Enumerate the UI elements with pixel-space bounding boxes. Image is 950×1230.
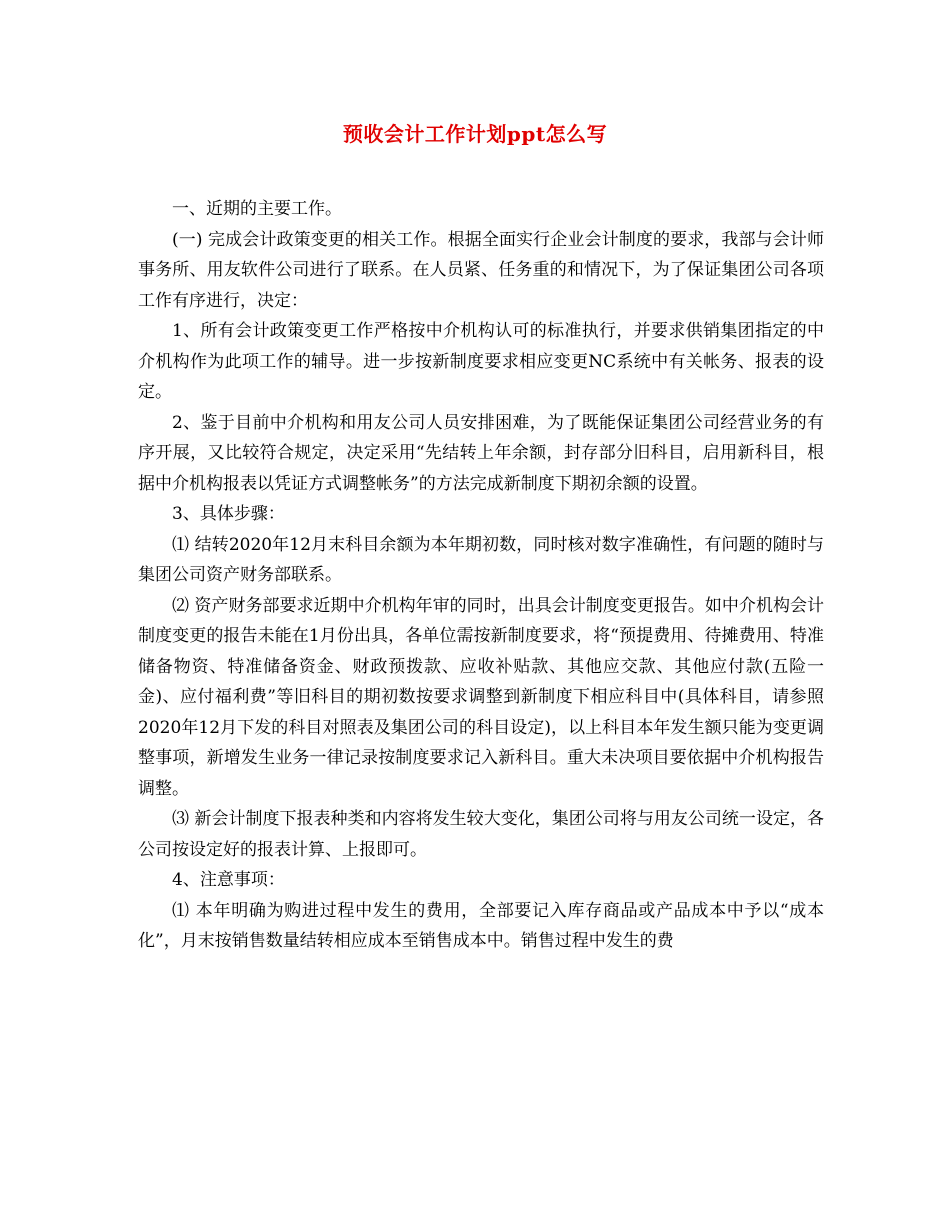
paragraph-policy-change: (一) 完成会计政策变更的相关工作。根据全面实行企业会计制度的要求，我部与会计师事务所、用友软件公司进行了联系。在人员紧、任务重的和情况下，为了保证集团公司各项工作有序进行，决定： bbox=[138, 229, 824, 311]
paragraph-item-3-heading: 3、具体步骤： bbox=[172, 504, 285, 524]
paragraph-step-2: ⑵ 资产财务部要求近期中介机构年审的同时，出具会计制度变更报告。如中介机构会计制度变更的报告未能在1月份出具，各单位需按新制度要求，将“预提费用、待摊费用、特准储备物资、特准储备资金、财政预拨款、应收补贴款、其他应交款、其他应付款(五险一金)、应付福利费”等旧科目的期初数按要求调整到新制度下相应科目中(具体科目，请参照2020年12月下发的科目对照表及集团公司的科目设定)，以上科目本年发生额只能为变更调整事项，新增发生业务一律记录按制度要求记入新科目。重大未决项目要依据中介机构报告调整。 bbox=[138, 595, 824, 799]
paragraph-item-4-heading: 4、注意事项： bbox=[172, 870, 285, 890]
paragraph-item-2: 2、鉴于目前中介机构和用友公司人员安排困难，为了既能保证集团公司经营业务的有序开展，又比较符合规定，决定采用“先结转上年余额，封存部分旧科目，启用新科目，根据中介机构报表以凭证方式调整帐务”的方法完成新制度下期初余额的设置。 bbox=[138, 412, 824, 494]
document-body bbox=[138, 194, 824, 957]
document-title: 预收会计工作计划ppt怎么写 bbox=[342, 122, 608, 146]
paragraph-step-1: ⑴ 结转2020年12月末科目余额为本年期初数，同时核对数字准确性，有问题的随时与集团公司资产财务部联系。 bbox=[138, 534, 824, 585]
paragraph-note-1: ⑴ 本年明确为购进过程中发生的费用，全部要记入库存商品或产品成本中予以“成本化”，月末按销售数量结转相应成本至销售成本中。销售过程中发生的费 bbox=[138, 900, 824, 951]
paragraph-section-heading: 一、近期的主要工作。 bbox=[172, 199, 342, 219]
paragraph-step-3: ⑶ 新会计制度下报表种类和内容将发生较大变化，集团公司将与用友公司统一设定，各公司按设定好的报表计算、上报即可。 bbox=[138, 809, 824, 860]
paragraph-item-1: 1、所有会计政策变更工作严格按中介机构认可的标准执行，并要求供销集团指定的中介机构作为此项工作的辅导。进一步按新制度要求相应变更NC系统中有关帐务、报表的设定。 bbox=[138, 321, 824, 402]
